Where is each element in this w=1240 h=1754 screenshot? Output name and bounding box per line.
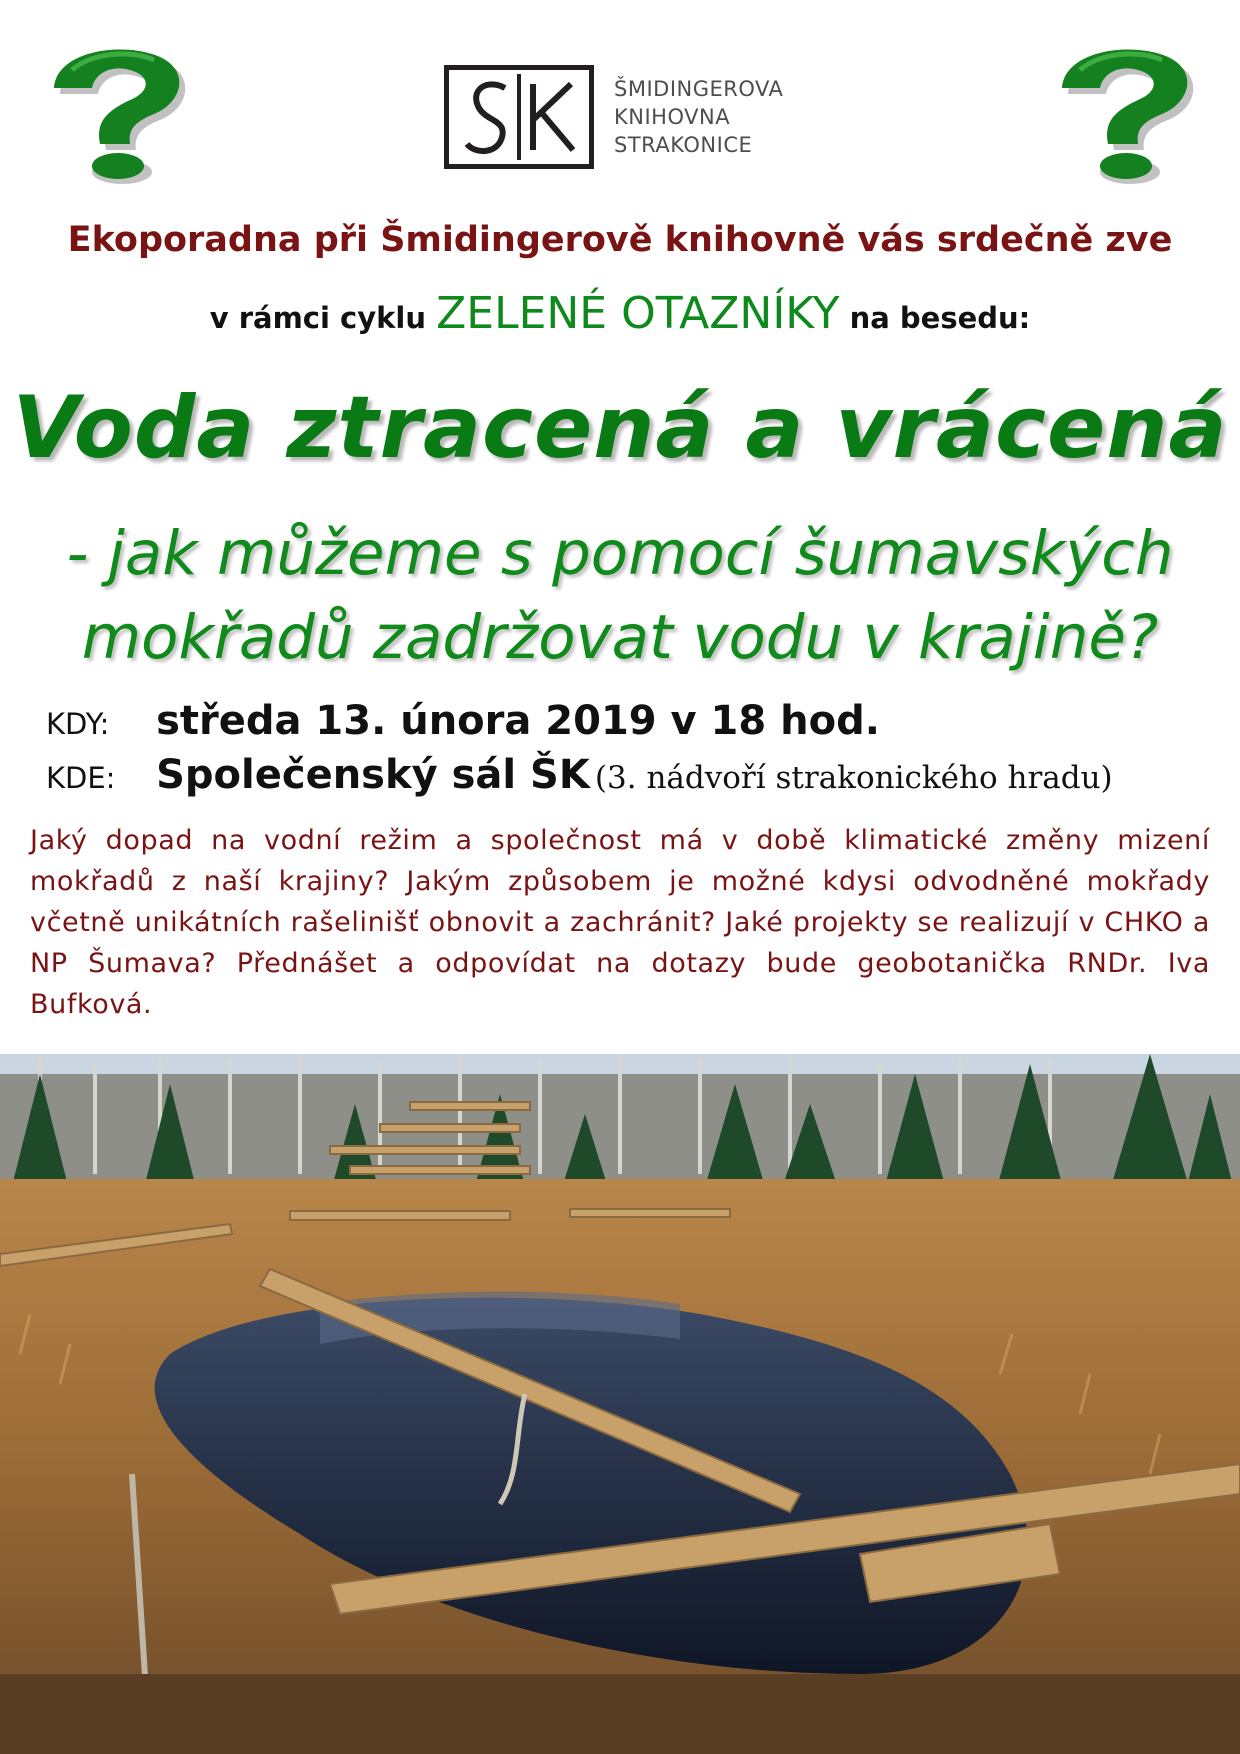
when-value: středa 13. února 2019 v 18 hod. [156,698,880,744]
subtitle-line: mokřadů zadržovat vodu v krajině? [81,602,1159,673]
logo-line: STRAKONICE [614,133,753,157]
logo-text [614,75,783,159]
wetland-photo [0,1054,1240,1754]
invitation-text: Ekoporadna při Šmidingerově knihovně vás srdečně zve [67,220,1173,260]
cycle-suffix: na besedu: [849,301,1031,335]
subtitle-line: - jak můžeme s pomocí šumavských [66,518,1174,589]
library-logo [444,62,783,172]
cycle-line [0,288,1240,339]
cycle-prefix: v rámci cyklu [209,301,427,335]
event-subtitle [0,512,1240,680]
where-label: KDE: [46,761,116,795]
question-mark-icon [1050,40,1200,190]
event-title: Voda ztracená a vrácená [12,378,1228,478]
event-when [46,698,880,744]
question-mark-icon [42,40,192,190]
logo-line: KNIHOVNA [614,105,731,129]
logo-line: ŠMIDINGEROVA [614,77,784,101]
event-description: Jaký dopad na vodní režim a společnost má v době klimatické změny mizení mokřadů z naší krajiny? Jakým způsobem je možné kdysi odvodněné mokřady včetně unikátních rašelinišť obnovit a zachránit? Jaké projekty se realizují v CHKO a NP Šumava? Přednášet a odpovídat na dotazy bude geobotanička RNDr. Iva Bufková. [30,825,1210,1020]
where-value: Společenský sál ŠK [156,752,590,798]
cycle-name: ZELENÉ OTAZNÍKY [436,288,840,339]
where-note: (3. nádvoří strakonického hradu) [594,760,1113,796]
event-where [46,752,1113,798]
logo-mark [444,65,594,169]
when-label: KDY: [46,707,110,741]
